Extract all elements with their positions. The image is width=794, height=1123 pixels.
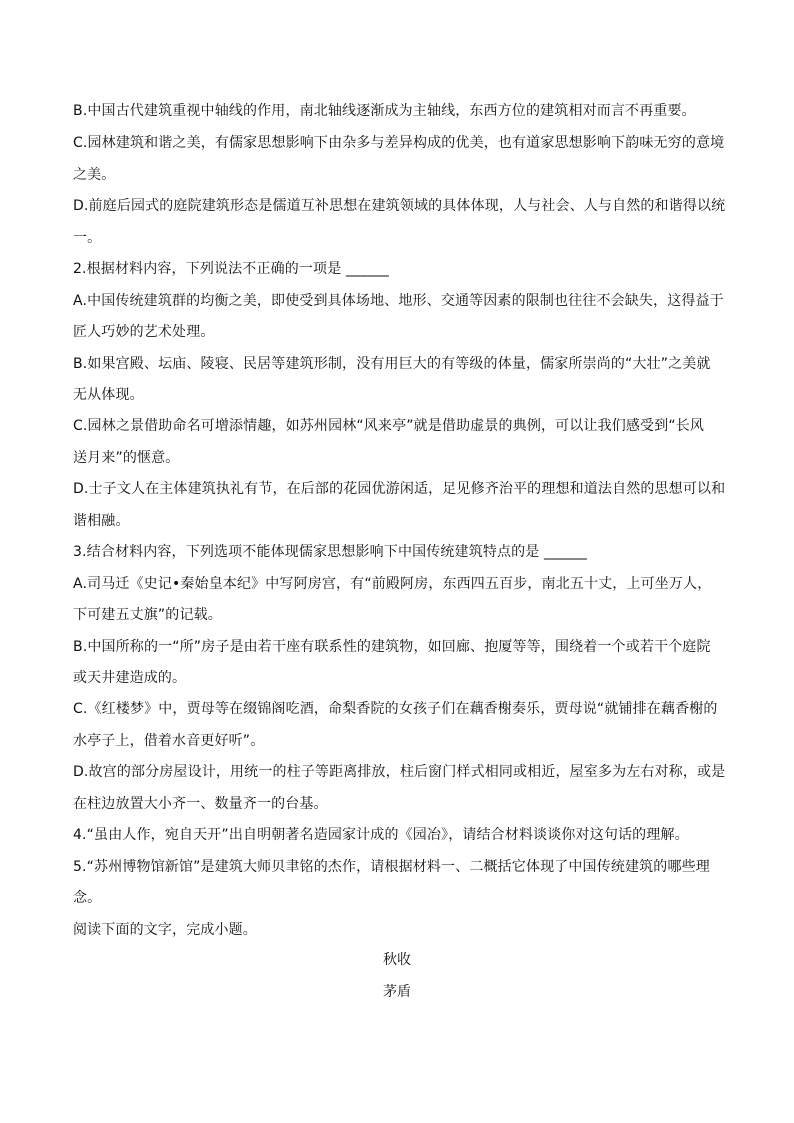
q2-option-b-line-1: B.如果宫殿、坛庙、陵寝、民居等建筑形制，没有用巨大的有等级的体量，儒家所崇尚的“大壮”之美就 [73,356,711,372]
option-d-line-2: 一。 [73,230,102,246]
q2-option-d-line-1: D.士子文人在主体建筑执礼有节，在后部的花园优游闲适，足见修齐治平的理想和道法自然的思想可以和 [73,481,726,497]
reading-instruction: 阅读下面的文字，完成小题。 [73,922,257,938]
q2-option-a-line-2: 匠人巧妙的艺术处理。 [73,324,215,340]
q2-option-c-line-2: 送月来”的惬意。 [73,450,180,466]
q2-option-a-line-1: A.中国传统建筑群的均衡之美，即使受到具体场地、地形、交通等因素的限制也往往不会缺失，这得益于 [73,293,724,309]
q2-option-d-line-2: 谐相融。 [73,513,130,529]
option-d-line-1: D.前庭后园式的庭院建筑形态是儒道互补思想在建筑领域的具体体现，人与社会、人与自然的和谐得以统 [73,198,726,214]
question-4: 4.“虽由人作，宛自天开”出自明朝著名造园家计成的《园冶》，请结合材料谈谈你对这句话的理解。 [73,827,689,843]
q3-option-c-line-2: 水亭子上，借着水音更好听”。 [73,733,265,749]
story-author: 茅盾 [383,984,411,1000]
option-b-line: B.中国古代建筑重视中轴线的作用，南北轴线逐渐成为主轴线，东西方位的建筑相对而言不再重要。 [73,103,696,119]
option-c-line-2: 之美。 [73,167,116,183]
question-2: 2.根据材料内容，下列说法不正确的一项是 ______ [73,261,389,277]
q3-option-b-line-1: B.中国所称的一“所”房子是由若干座有联系性的建筑物，如回廊、抱厦等等，围绕着一个或若干个庭院 [73,639,711,655]
option-c-line-1: C.园林建筑和谐之美，有儒家思想影响下由杂多与差异构成的优美，也有道家思想影响下韵味无穷的意境 [73,135,725,151]
q3-option-d-line-1: D.故宫的部分房屋设计，用统一的柱子等距离排放，柱后窗门样式相同或相近，屋室多为左右对称，或是 [73,764,726,780]
story-title: 秋收 [383,952,411,968]
question-5-line-2: 念。 [73,890,102,906]
question-5-line-1: 5.“苏州博物馆新馆”是建筑大师贝聿铭的杰作，请根据材料一、二概括它体现了中国传统建筑的哪些理 [73,859,710,875]
q3-option-d-line-2: 在柱边放置大小齐一、数量齐一的台基。 [73,796,328,812]
q3-option-a-line-1: A.司马迁《史记•秦始皇本纪》中写阿房宫，有“前殿阿房，东西四五百步，南北五十丈，上可坐万人， [73,576,712,592]
q3-option-b-line-2: 或天井建造成的。 [73,670,187,686]
q3-option-c-line-1: C.《红楼梦》中，贾母等在缀锦阁吃酒，命梨香院的女孩子们在藕香榭奏乐，贾母说“就铺排在藕香榭的 [73,701,718,717]
q2-option-c-line-1: C.园林之景借助命名可增添情趣，如苏州园林“风来亭”就是借助虚景的典例，可以让我们感受到“长风 [73,418,705,434]
question-3: 3.结合材料内容，下列选项不能体现儒家思想影响下中国传统建筑特点的是 ______ [73,544,587,560]
q2-option-b-line-2: 无从体现。 [73,387,144,403]
q3-option-a-line-2: 下可建五丈旗”的记载。 [73,607,222,623]
